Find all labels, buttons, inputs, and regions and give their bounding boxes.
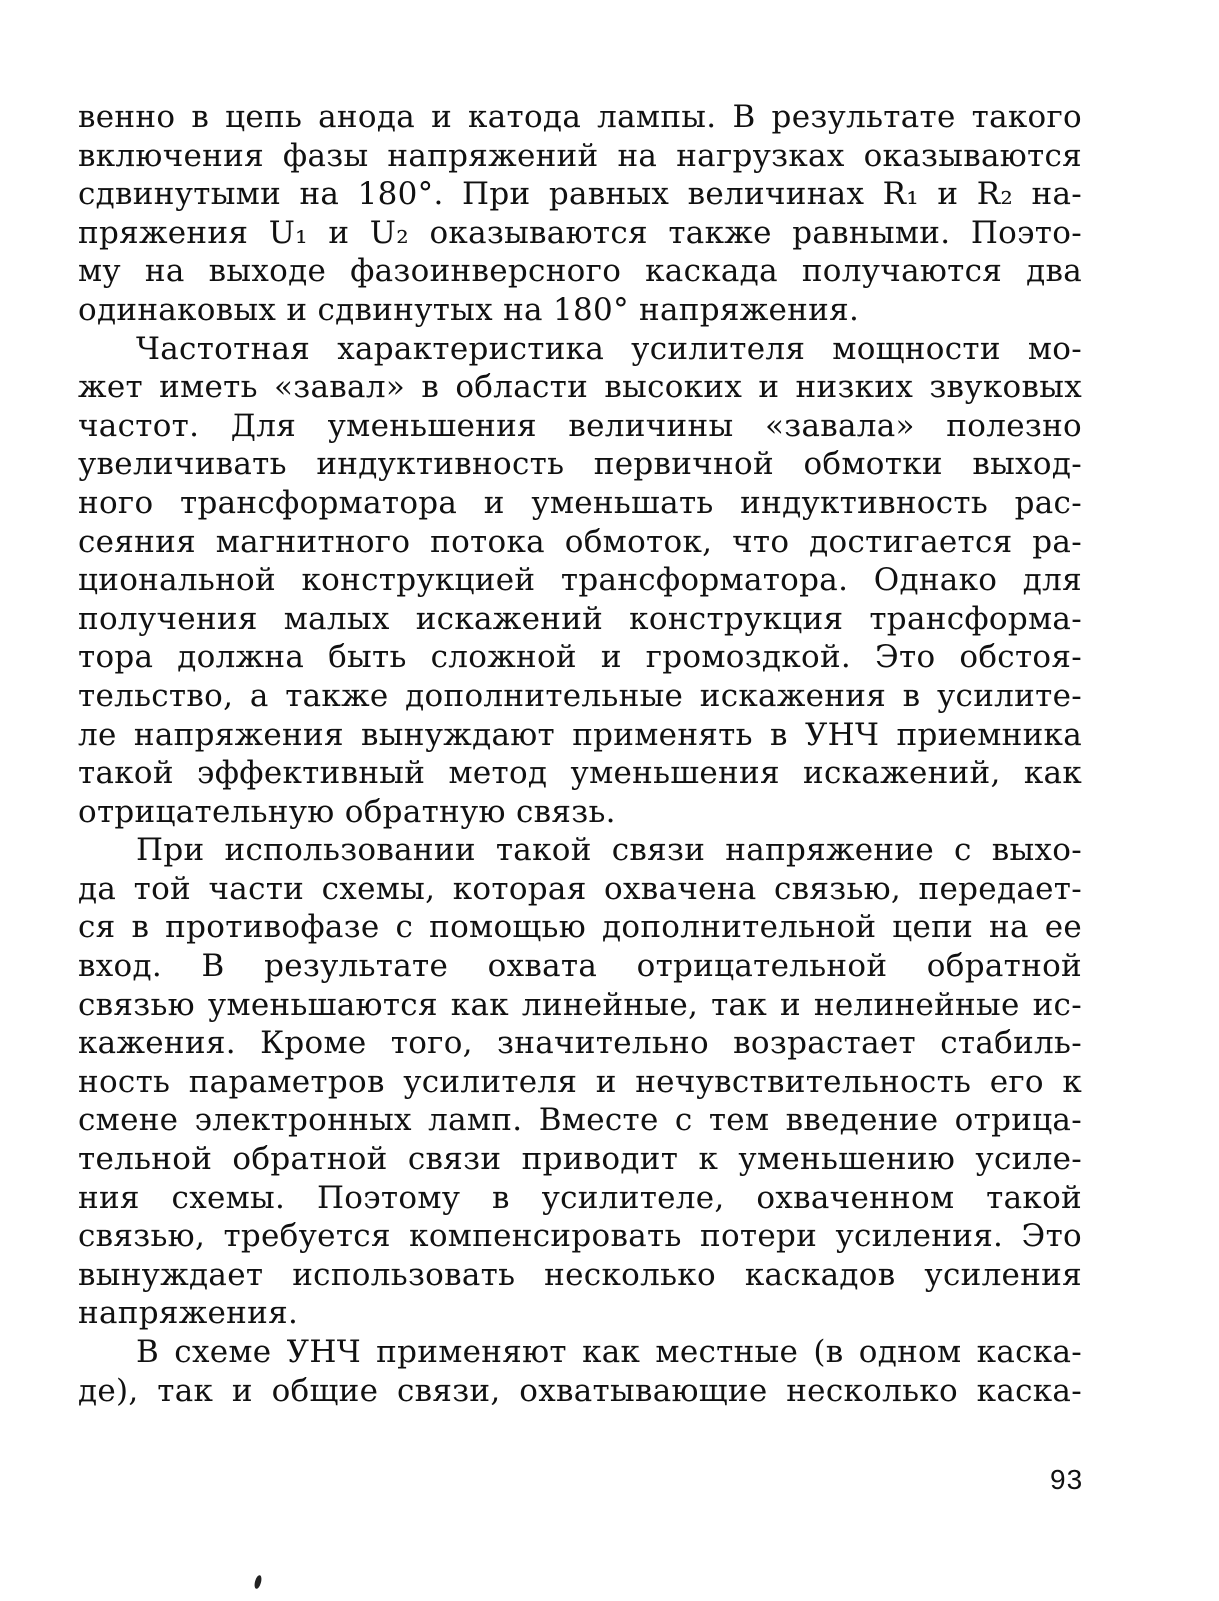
paragraph-3 [78, 831, 1082, 1333]
text-line: сдвинутыми на 180°. При равных величинах R₁ и R₂ на- [78, 176, 1082, 213]
text-line: де), так и общие связи, охватывающие несколько каска- [78, 1372, 1082, 1409]
text-line: связью уменьшаются как линейные, так и нелинейные ис- [78, 986, 1082, 1023]
text-line: венно в цепь анода и катода лампы. В результате такого [78, 99, 1082, 135]
paragraph-2 [78, 330, 1082, 832]
text-line: тельной обратной связи приводит к уменьшению усиле- [78, 1141, 1082, 1178]
text-line: отрицательную обратную связь. [78, 793, 616, 830]
text-line: кажения. Кроме того, значительно возрастает стабиль- [78, 1025, 1082, 1062]
text-line: жет иметь «завал» в области высоких и низких звуковых [78, 369, 1082, 406]
text-line: частот. Для уменьшения величины «завала» полезно [78, 407, 1082, 444]
text-line: тельство, а также дополнительные искажения в усилите- [78, 677, 1082, 714]
text-line: да той части схемы, которая охвачена связью, передает- [78, 870, 1082, 907]
paragraph-1 [78, 98, 1082, 330]
text-line: циональной конструкцией трансформатора. Однако для [78, 562, 1082, 599]
text-line: му на выходе фазоинверсного каскада получаются два [78, 253, 1082, 290]
text-line: ность параметров усилителя и нечувствительность его к [78, 1063, 1082, 1100]
text-line: Частотная характеристика усилителя мощности мо- [136, 330, 1082, 367]
text-line: увеличивать индуктивность первичной обмотки выход- [78, 446, 1082, 483]
text-line: ся в противофазе с помощью дополнительной цепи на ее [78, 909, 1082, 946]
body-text [78, 98, 1082, 1410]
paragraph-4 [78, 1333, 1082, 1410]
text-line: такой эффективный метод уменьшения искажений, как [78, 755, 1082, 792]
text-line: включения фазы напряжений на нагрузках оказываются [78, 137, 1082, 174]
text-line: тора должна быть сложной и громоздкой. Это обстоя- [78, 639, 1082, 676]
text-line: смене электронных ламп. Вместе с тем введение отрица- [78, 1102, 1082, 1139]
text-line: пряжения U₁ и U₂ оказываются также равными. Поэто- [78, 214, 1082, 251]
text-line: одинаковых и сдвинутых на 180° напряжения. [78, 291, 860, 328]
text-line: сеяния магнитного потока обмоток, что достигается ра- [78, 523, 1082, 560]
text-line: вынуждает использовать несколько каскадов усиления [78, 1256, 1082, 1293]
text-line: вход. В результате охвата отрицательной обратной [78, 948, 1082, 985]
text-line: При использовании такой связи напряжение с выхо- [136, 832, 1082, 869]
text-line: ния схемы. Поэтому в усилителе, охваченном такой [78, 1179, 1082, 1216]
text-line: напряжения. [78, 1295, 299, 1332]
text-line: ле напряжения вынуждают применять в УНЧ приемника [78, 716, 1082, 753]
page-number: 93 [1050, 1464, 1084, 1495]
text-line: связью, требуется компенсировать потери усиления. Это [78, 1218, 1082, 1255]
print-speck [253, 1574, 262, 1589]
text-line: В схеме УНЧ применяют как местные (в одном каска- [136, 1334, 1082, 1370]
text-line: получения малых искажений конструкция трансформа- [78, 600, 1082, 637]
text-line: ного трансформатора и уменьшать индуктивность рас- [78, 484, 1082, 521]
